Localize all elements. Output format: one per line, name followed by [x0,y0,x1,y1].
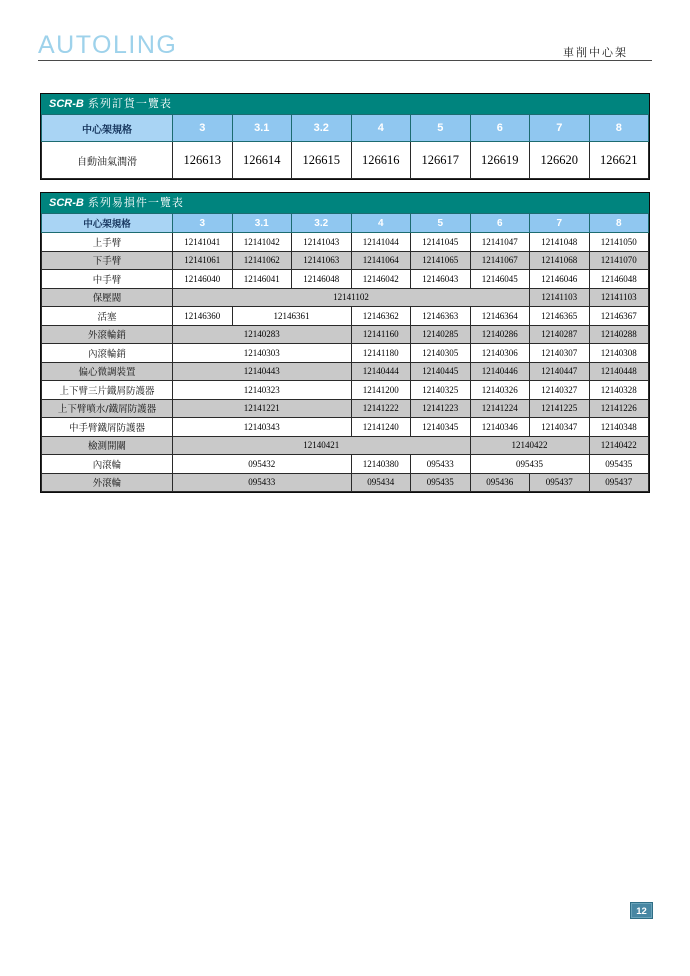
part-number-cell: 12140288 [589,325,649,344]
part-number-cell: 12140325 [411,381,471,400]
part-number-cell: 12141042 [232,233,292,252]
part-number-cell: 12140286 [470,325,530,344]
size-column-header: 8 [589,115,649,142]
part-number-cell: 095434 [351,473,411,492]
part-number-cell: 12146360 [173,307,233,326]
part-number-cell: 12140445 [411,362,471,381]
part-number-cell: 12141048 [530,233,590,252]
part-number-cell: 12146362 [351,307,411,326]
order-table-title-text: 系列訂貨一覽表 [87,97,172,110]
part-number-cell: 12141045 [411,233,471,252]
part-number-cell: 12140303 [173,344,352,363]
table-row [42,325,649,344]
table-row [42,307,649,326]
part-name-cell: 偏心微調裝置 [42,362,173,381]
part-number-cell: 12141103 [589,288,649,307]
part-number-cell: 12141065 [411,251,471,270]
part-number-cell: 12140444 [351,362,411,381]
part-number-cell: 12141225 [530,399,590,418]
table-row [42,344,649,363]
header-divider [38,60,652,61]
parts-table-title-text: 系列易損件一覽表 [87,196,184,209]
table-row [42,362,649,381]
series-code: SCR-B [49,98,84,110]
part-number-cell: 095435 [411,473,471,492]
part-name-cell: 內滾輪 [42,455,173,474]
part-number-cell: 12140343 [173,418,352,437]
part-number-cell: 095433 [173,473,352,492]
part-number-cell: 12140446 [470,362,530,381]
table-row [42,233,649,252]
part-number-cell: 12141222 [351,399,411,418]
part-name-cell: 中手臂鐵屑防護器 [42,418,173,437]
part-number-cell: 12140380 [351,455,411,474]
parts-table-body [42,233,649,492]
size-column-header: 6 [470,115,530,142]
part-name-cell: 上下臂噴水/鐵屑防護器 [42,399,173,418]
part-number-cell: 12141103 [530,288,590,307]
part-number-cell: 12141063 [292,251,352,270]
part-number-cell: 12146048 [589,270,649,289]
part-number-cell: 095437 [589,473,649,492]
part-number-cell: 12140287 [530,325,590,344]
part-number-cell: 12146041 [232,270,292,289]
spec-header-cell: 中心架規格 [42,115,173,142]
part-number-cell: 12146048 [292,270,352,289]
part-number-cell: 12141041 [173,233,233,252]
size-column-header: 6 [470,214,530,233]
size-column-header: 3.2 [292,115,352,142]
order-table [40,93,650,180]
part-number-cell: 126616 [351,142,411,179]
size-column-header: 7 [530,115,590,142]
part-number-cell: 12141221 [173,399,352,418]
part-number-cell: 095433 [411,455,471,474]
part-number-cell: 12140305 [411,344,471,363]
table-row [42,418,649,437]
part-number-cell: 12141240 [351,418,411,437]
part-name-cell: 外滾輪銷 [42,325,173,344]
part-number-cell: 095435 [470,455,589,474]
part-number-cell: 095437 [530,473,590,492]
part-number-cell: 126621 [589,142,649,179]
part-number-cell: 12140448 [589,362,649,381]
part-number-cell: 12141102 [173,288,530,307]
part-number-cell: 12146043 [411,270,471,289]
part-number-cell: 12141043 [292,233,352,252]
part-number-cell: 12140327 [530,381,590,400]
section-title: 車削中心架 [563,46,628,59]
table-row [42,436,649,455]
part-number-cell: 12140447 [530,362,590,381]
part-number-cell: 12140422 [589,436,649,455]
part-name-cell: 自動油氣潤滑 [42,142,173,179]
part-number-cell: 12141200 [351,381,411,400]
part-number-cell: 12140308 [589,344,649,363]
size-column-header: 8 [589,214,649,233]
part-number-cell: 12141050 [589,233,649,252]
table-row [42,381,649,400]
part-name-cell: 檢測開關 [42,436,173,455]
part-number-cell: 12140307 [530,344,590,363]
size-column-header: 3.1 [232,214,292,233]
order-table-body [42,142,649,179]
parts-table-grid [41,213,649,492]
part-number-cell: 12146045 [470,270,530,289]
size-column-header: 3.2 [292,214,352,233]
parts-table [40,192,650,493]
part-name-cell: 中手臂 [42,270,173,289]
part-name-cell: 上下臂三片鐵屑防護器 [42,381,173,400]
part-name-cell: 下手臂 [42,251,173,270]
part-name-cell: 外滾輪 [42,473,173,492]
table-row [42,270,649,289]
order-table-header-row [42,115,649,142]
part-number-cell: 12146364 [470,307,530,326]
part-number-cell: 12141160 [351,325,411,344]
table-row [42,473,649,492]
part-number-cell: 12140346 [470,418,530,437]
part-number-cell: 12141061 [173,251,233,270]
part-number-cell: 12146363 [411,307,471,326]
part-name-cell: 活塞 [42,307,173,326]
part-number-cell: 126613 [173,142,233,179]
brand-logo: AUTOLING [38,31,178,59]
part-number-cell: 12141223 [411,399,471,418]
part-number-cell: 12141224 [470,399,530,418]
part-number-cell: 12146042 [351,270,411,289]
part-name-cell: 內滾輪銷 [42,344,173,363]
part-number-cell: 126615 [292,142,352,179]
size-column-header: 4 [351,115,411,142]
part-number-cell: 12146367 [589,307,649,326]
part-number-cell: 12141064 [351,251,411,270]
part-name-cell: 上手臂 [42,233,173,252]
spec-header-cell: 中心架規格 [42,214,173,233]
part-number-cell: 12146365 [530,307,590,326]
part-number-cell: 12141047 [470,233,530,252]
table-row [42,455,649,474]
table-row [42,288,649,307]
part-number-cell: 12140347 [530,418,590,437]
series-code: SCR-B [49,197,84,209]
part-number-cell: 12141044 [351,233,411,252]
part-number-cell: 12146040 [173,270,233,289]
parts-table-title-bar [41,193,649,213]
parts-table-header-row [42,214,649,233]
part-number-cell: 12141180 [351,344,411,363]
part-number-cell: 12146046 [530,270,590,289]
part-number-cell: 12141070 [589,251,649,270]
size-column-header: 3.1 [232,115,292,142]
part-number-cell: 12140285 [411,325,471,344]
size-column-header: 3 [173,115,233,142]
part-number-cell: 095436 [470,473,530,492]
part-number-cell: 126619 [470,142,530,179]
part-number-cell: 12146361 [232,307,351,326]
size-column-header: 5 [411,115,471,142]
part-number-cell: 12140345 [411,418,471,437]
size-column-header: 4 [351,214,411,233]
table-row [42,399,649,418]
order-table-grid [41,114,649,179]
page-number-badge: 12 [631,903,652,918]
part-number-cell: 126614 [232,142,292,179]
part-number-cell: 126617 [411,142,471,179]
size-column-header: 5 [411,214,471,233]
part-number-cell: 12141067 [470,251,530,270]
part-number-cell: 12141062 [232,251,292,270]
size-column-header: 7 [530,214,590,233]
part-number-cell: 12140323 [173,381,352,400]
part-number-cell: 12140422 [470,436,589,455]
size-column-header: 3 [173,214,233,233]
part-number-cell: 095432 [173,455,352,474]
part-number-cell: 12140306 [470,344,530,363]
table-row [42,251,649,270]
part-number-cell: 12141068 [530,251,590,270]
part-number-cell: 095435 [589,455,649,474]
part-number-cell: 12140348 [589,418,649,437]
part-number-cell: 12140283 [173,325,352,344]
part-number-cell: 12141226 [589,399,649,418]
part-number-cell: 12140328 [589,381,649,400]
table-row [42,142,649,179]
part-number-cell: 12140326 [470,381,530,400]
order-table-title-bar [41,94,649,114]
part-number-cell: 12140443 [173,362,352,381]
part-number-cell: 12140421 [173,436,471,455]
part-number-cell: 126620 [530,142,590,179]
part-name-cell: 保壓閥 [42,288,173,307]
